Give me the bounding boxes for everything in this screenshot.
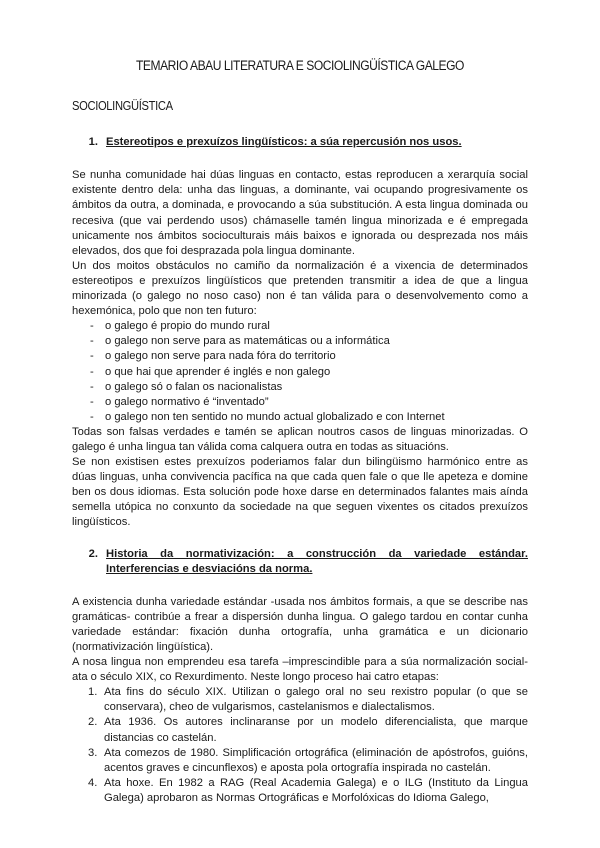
bullet-marker: - [90, 350, 94, 363]
list-item [72, 334, 528, 349]
list-item [72, 715, 528, 745]
list-item [72, 349, 528, 364]
topic-1-paragraph: Un dos moitos obstáculos no camiño da normalización é a vixencia de determinados estereotipos e prexuízos lingüísticos que pretenden transmitir a idea de que a lingua minorizada (o galego no noso caso) non é tan válida para o desenvolvemento como a hexemónica, polo que non ten futuro: [72, 259, 528, 318]
topic-1-paragraph: Todas son falsas verdades e tamén se aplican noutros casos de linguas minorizadas. O galego é unha lingua tan válida coma calquera outra en todas as situacións. [72, 425, 528, 453]
list-item-text: o galego non ten sentido no mundo actual globalizado e con Internet [105, 410, 445, 423]
list-item [72, 685, 528, 715]
topic-2-paragraph: A existencia dunha variedade estándar -usada nos ámbitos formais, a que se describe nas gramáticas- contribúe a frear a dispersión dunha lingua. O galego tardou en contar cunha variedade estándar: fixación dunha ortografía, unha gramática e un dicionario (normativización lingüística). [72, 595, 528, 653]
stage-number: 3. [88, 746, 98, 759]
document-title: TEMARIO ABAU LITERATURA E SOCIOLINGÜÍSTICA GALEGO [136, 58, 464, 73]
stage-number: 1. [88, 686, 98, 699]
topic-1-number: 1. [88, 136, 98, 149]
list-item-text: o galego non serve para nada fóra do territorio [105, 350, 336, 363]
list-item-text: o galego normativo é “inventado” [105, 395, 269, 408]
list-item-text: o galego só o falan os nacionalistas [105, 380, 283, 393]
bullet-marker: - [90, 395, 94, 408]
list-item-text: o que hai que aprender é inglés e non galego [105, 365, 331, 378]
prejudice-list [72, 319, 528, 425]
stage-text: Ata 1936. Os autores inclinaranse por un modelo diferencialista, que marque distancias co castelán. [104, 716, 528, 744]
bullet-marker: - [90, 365, 94, 378]
topic-1-heading [72, 135, 528, 150]
topic-1-paragraph: Se non existisen estes prexuízos poderiamos falar dun bilingüismo harmónico entre as dúas linguas, unha convivencia pacífica na que cada quen fale o que lle apeteza e domine ben os dous idiomas. Esta solución pode hoxe darse en determinados falantes mais aínda semella utópica no conxunto da sociedade na que seguen vixentes os citados prexuízos lingüísticos. [72, 456, 528, 529]
stage-text: Ata fins do século XIX. Utilizan o galego oral no seu rexistro popular (o que se conservara), cheo de vulgarismos, castelanismos e dialectalismos. [104, 686, 528, 714]
list-item [72, 746, 528, 776]
section-title: SOCIOLINGÜÍSTICA [72, 98, 173, 114]
stage-number: 4. [88, 776, 98, 789]
list-item [72, 380, 528, 395]
list-item-text: o galego é propio do mundo rural [105, 320, 270, 333]
list-item-text: o galego non serve para as matemáticas ou a informática [105, 335, 390, 348]
normativization-stages [72, 685, 528, 806]
list-item [72, 410, 528, 425]
topic-2-number: 2. [88, 547, 98, 560]
topic-1-paragraph: Se nunha comunidade hai dúas linguas en contacto, estas reproducen a xerarquía social existente dentro dela: unha das linguas, a dominante, vai ocupando progresivamente os ámbitos da outra, a dominada, e provocando a súa substitución. A esta lingua dominada ou recesiva (que vai perdendo usos) chámaselle tamén lingua minorizada e é empregada unicamente nos ámbitos socioculturais máis baixos e ignorada ou desprezada nos máis elevados, dos que foi desprazada pola lingua dominante. [72, 169, 528, 257]
topic-2-title: Historia da normativización: a construcción da variedade estándar. Interferencias e desviacións da norma. [106, 547, 528, 575]
topic-2-heading [72, 547, 528, 577]
topic-1-title: Estereotipos e prexuízos lingüísticos: a súa repercusión nos usos. [106, 136, 462, 149]
bullet-marker: - [90, 380, 94, 393]
spacer [72, 531, 528, 547]
list-item [72, 395, 528, 410]
bullet-marker: - [90, 335, 94, 348]
list-item [72, 776, 528, 806]
bullet-marker: - [90, 320, 94, 333]
stage-text: Ata hoxe. En 1982 a RAG (Real Academia Galega) e o ILG (Instituto da Lingua Galega) aprobaron as Normas Ortográficas e Morfolóxicas do Idioma Galego, [104, 776, 528, 804]
stage-text: Ata comezos de 1980. Simplificación ortográfica (eliminación de apóstrofos, guións, acentos graves e cincunflexos) e aposta pola ortografía inspirada no castelán. [104, 746, 528, 774]
list-item [72, 319, 528, 334]
list-item [72, 365, 528, 380]
bullet-marker: - [90, 410, 94, 423]
stage-number: 2. [88, 716, 98, 729]
topic-2-paragraph: A nosa lingua non emprendeu esa tarefa –imprescindible para a súa normalización social- ata o século XIX, co Rexurdimento. Neste longo proceso hai catro etapas: [72, 656, 528, 684]
